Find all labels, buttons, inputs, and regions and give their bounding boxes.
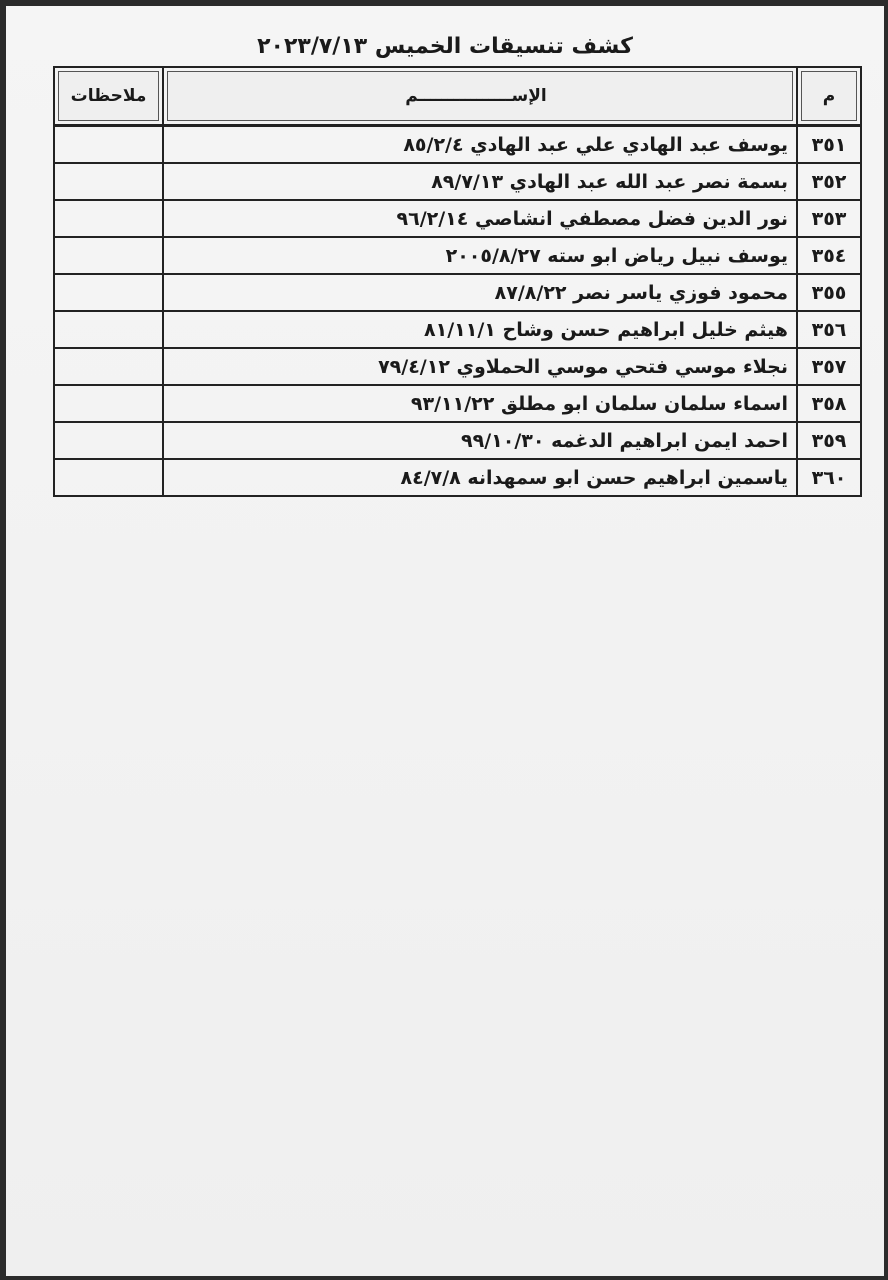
row-name: اسماء سلمان سلمان ابو مطلق ٩٣/١١/٢٢ [163, 385, 797, 422]
paper-sheet [6, 6, 884, 1276]
row-notes [54, 163, 163, 200]
row-number: ٣٦٠ [797, 459, 861, 496]
row-name: نور الدين فضل مصطفي انشاصي ٩٦/٢/١٤ [163, 200, 797, 237]
names-table [53, 66, 862, 497]
document-title: كشف تنسيقات الخميس ٢٠٢٣/٧/١٣ [257, 34, 633, 59]
row-notes [54, 422, 163, 459]
row-name: بسمة نصر عبد الله عبد الهادي ٨٩/٧/١٣ [163, 163, 797, 200]
row-number: ٣٥٤ [797, 237, 861, 274]
table-row [54, 126, 861, 164]
table-row [54, 237, 861, 274]
row-number: ٣٥٣ [797, 200, 861, 237]
row-number: ٣٥١ [797, 126, 861, 164]
header-number: م [797, 67, 861, 126]
row-name: احمد ايمن ابراهيم الدغمه ٩٩/١٠/٣٠ [163, 422, 797, 459]
row-name: نجلاء موسي فتحي موسي الحملاوي ٧٩/٤/١٢ [163, 348, 797, 385]
row-notes [54, 126, 163, 164]
row-number: ٣٥٩ [797, 422, 861, 459]
row-notes [54, 311, 163, 348]
row-notes [54, 200, 163, 237]
header-name: الإســــــــــــــــم [163, 67, 797, 126]
row-notes [54, 385, 163, 422]
table-row [54, 459, 861, 496]
row-number: ٣٥٨ [797, 385, 861, 422]
table-header-row [54, 67, 861, 126]
row-notes [54, 274, 163, 311]
table-row [54, 422, 861, 459]
row-name: يوسف نبيل رياض ابو سته ٢٠٠٥/٨/٢٧ [163, 237, 797, 274]
row-number: ٣٥٧ [797, 348, 861, 385]
table-row [54, 385, 861, 422]
table-row [54, 311, 861, 348]
header-notes: ملاحظات [54, 67, 163, 126]
table-row [54, 200, 861, 237]
row-name: محمود فوزي ياسر نصر ٨٧/٨/٢٢ [163, 274, 797, 311]
row-number: ٣٥٦ [797, 311, 861, 348]
row-name: هيثم خليل ابراهيم حسن وشاح ٨١/١١/١ [163, 311, 797, 348]
table-row [54, 163, 861, 200]
row-notes [54, 459, 163, 496]
row-name: ياسمين ابراهيم حسن ابو سمهدانه ٨٤/٧/٨ [163, 459, 797, 496]
row-notes [54, 237, 163, 274]
row-number: ٣٥٢ [797, 163, 861, 200]
table-row [54, 348, 861, 385]
table-row [54, 274, 861, 311]
row-number: ٣٥٥ [797, 274, 861, 311]
row-name: يوسف عبد الهادي علي عبد الهادي ٨٥/٢/٤ [163, 126, 797, 164]
row-notes [54, 348, 163, 385]
